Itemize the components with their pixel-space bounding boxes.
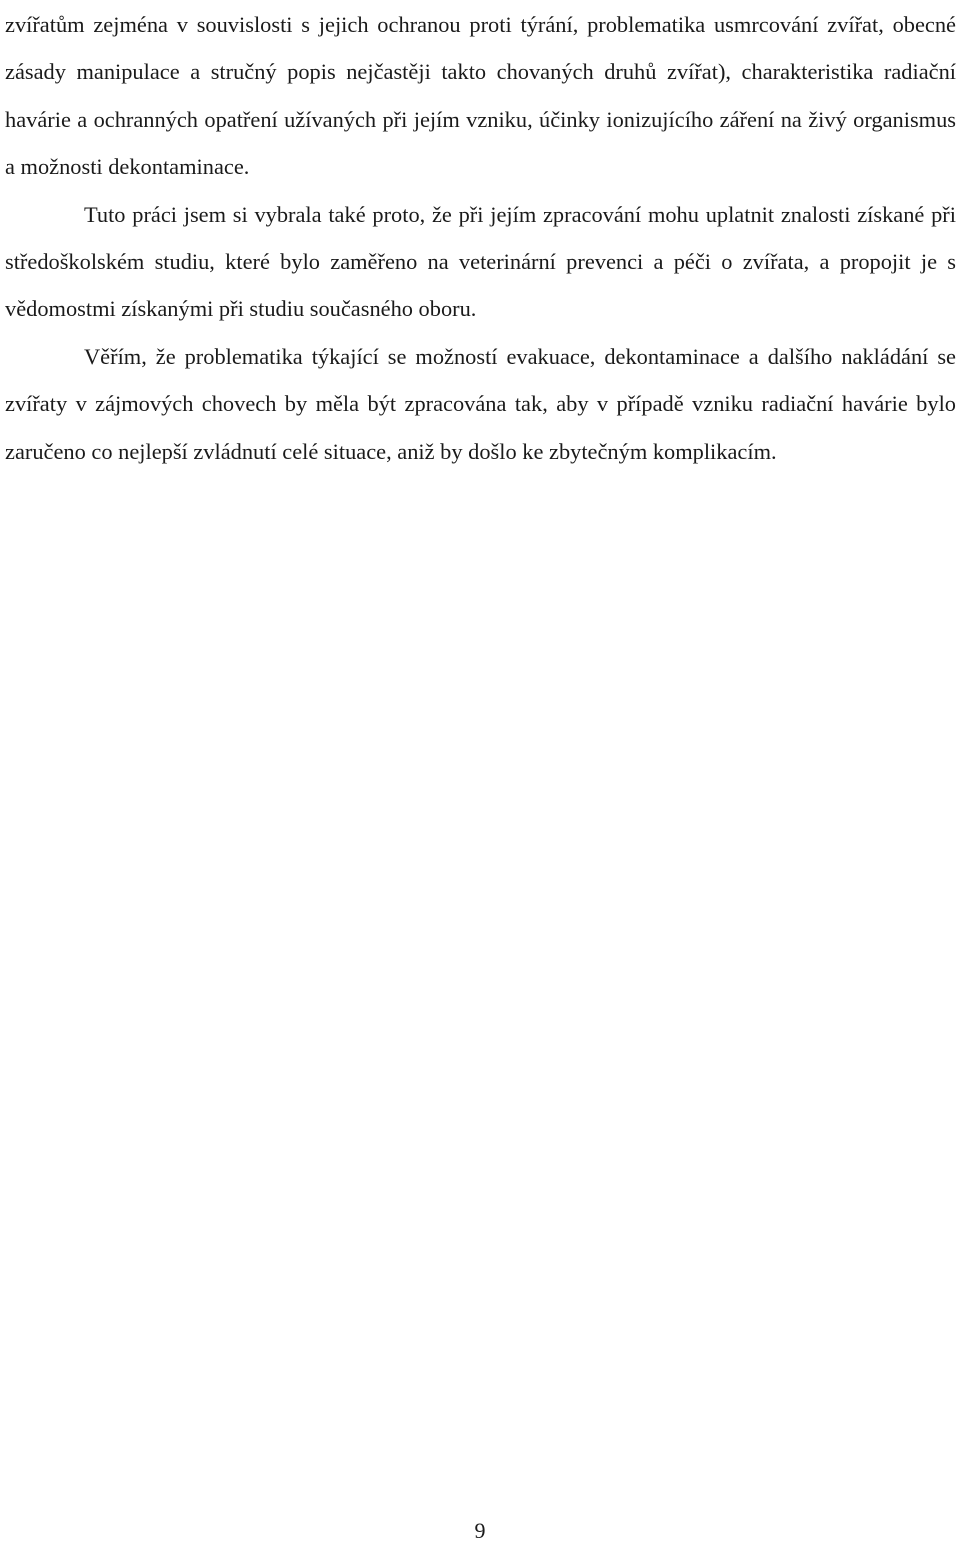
paragraph-continuation: zvířatům zejména v souvislosti s jejich ochranou proti týrání, problematika usmrcování zvířat, obecné zásady manipulace a stručný popis nejčastěji takto chovaných druhů zvířat), charakteristika radiační havárie a ochranných opatření užívaných při jejím vzniku, účinky ionizujícího záření na živý organismus a možnosti dekontaminace.	[5, 12, 956, 180]
page-number: 9	[474, 1518, 486, 1543]
paragraph-motivation: Tuto práci jsem si vybrala také proto, že při jejím zpracování mohu uplatnit znalosti získané při středoškolském studiu, které bylo zaměřeno na veterinární prevenci a péči o zvířata, a propojit je s vědomostmi získanými při studiu současného oboru.	[5, 201, 956, 322]
document-body	[5, 1, 956, 475]
paragraph-belief: Věřím, že problematika týkající se možností evakuace, dekontaminace a dalšího nakládání se zvířaty v zájmových chovech by měla být zpracována tak, aby v případě vzniku radiační havárie bylo zaručeno co nejlepší zvládnutí celé situace, aniž by došlo ke zbytečným komplikacím.	[5, 343, 956, 464]
